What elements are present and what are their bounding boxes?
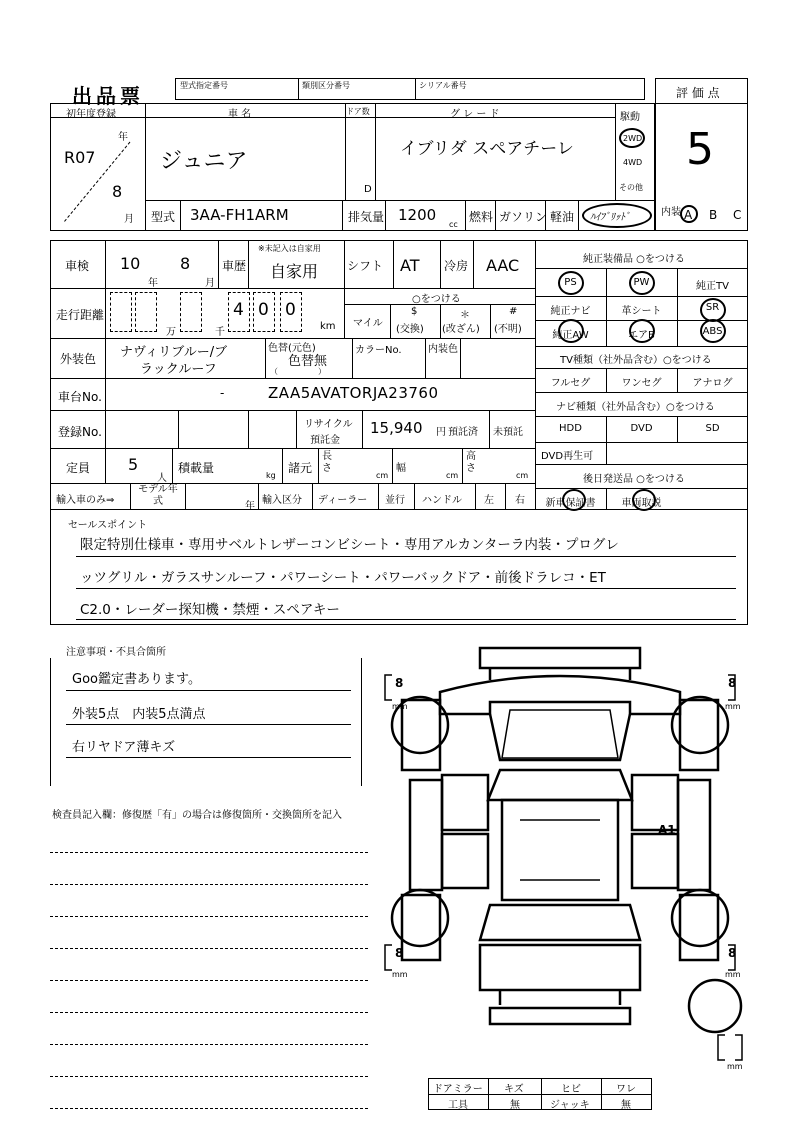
car-name-label: 車 名 — [228, 109, 252, 120]
mile-label: マイル — [353, 318, 383, 329]
capacity-label: 定員 — [66, 461, 91, 475]
first-reg-era: R07 — [64, 148, 96, 167]
score-label: 評 価 点 — [676, 86, 720, 100]
equipment-title: 純正装備品 ○をつける — [583, 254, 685, 265]
displacement-unit: cc — [449, 220, 458, 229]
sales-line-3: C2.0・レーダー探知機・禁煙・スペアキー — [80, 602, 340, 618]
displacement-label: 排気量 — [348, 210, 385, 224]
color-change-label: 色替(元色) — [268, 343, 316, 354]
handle-label: ハンドル — [422, 495, 462, 506]
equipment-item-8: ABS — [702, 326, 723, 337]
first-reg-month-unit: 月 — [124, 214, 134, 225]
fuel-gasoline: ガソリン — [499, 210, 548, 224]
id-number-strip — [175, 78, 645, 100]
shaken-month: 8 — [180, 254, 191, 273]
mileage-digit-box — [110, 292, 132, 332]
sales-line-2: ッツグリル・ガラスサンルーフ・パワーシート・パワーバックドア・前後ドラレコ・ET — [80, 570, 606, 586]
interior-c: C — [733, 208, 742, 222]
color-change-value: 色替無 — [288, 354, 328, 369]
first-reg-label: 初年度登録 — [66, 109, 116, 120]
exchange-label: (交換) — [396, 324, 424, 335]
note-line-1: Goo鑑定書あります。 — [72, 672, 201, 687]
legend-tools-3: 無 — [621, 1100, 631, 1111]
shift-value: AT — [400, 256, 420, 275]
fuel-hybrid: ﾊｲﾌﾞﾘｯﾄﾞ — [590, 212, 630, 223]
first-reg-year-unit: 年 — [118, 132, 128, 143]
history-note: ※未記入は自家用 — [258, 244, 321, 253]
tamper-mark: ＊ — [460, 310, 470, 321]
chassis-number: ZAA5AVATORJA23760 — [268, 384, 439, 402]
interior-b: B — [709, 208, 718, 222]
height-label: 高さ — [466, 451, 476, 474]
tread-front-left: 8 — [395, 676, 404, 690]
tread-front-right: 8 — [728, 676, 737, 690]
doc-item-0: 新車保証書 — [545, 498, 596, 509]
unknown-label: (不明) — [494, 324, 522, 335]
fuel-diesel: 軽油 — [550, 210, 575, 224]
width-unit: cm — [446, 471, 459, 480]
mileage-digit: 0 — [285, 300, 296, 320]
note-line-3: 右リヤドア薄キズ — [72, 740, 176, 755]
legend-tools-jack: ジャッキ — [550, 1100, 590, 1111]
manual-circle — [632, 489, 656, 511]
color-change-paren: （ ） — [270, 367, 326, 376]
aircon-label: 冷房 — [444, 259, 469, 273]
color-no-label: カラーNo. — [355, 345, 402, 356]
mileage-digit-box — [135, 292, 157, 332]
dims-label: 諸元 — [288, 461, 313, 475]
shaken-month-unit: 月 — [205, 278, 215, 289]
model-code: 3AA-FH1ARM — [190, 206, 289, 224]
recycle-label1: リサイクル — [304, 419, 353, 430]
color-label: 外装色 — [60, 352, 97, 366]
interior-a: A — [684, 208, 693, 222]
navi-type-2: SD — [705, 423, 720, 434]
chassis-dash: - — [220, 386, 225, 400]
legend-header-break: ワレ — [616, 1084, 636, 1095]
door-label: ドア数 — [346, 107, 370, 116]
sales-line-1: 限定特別仕様車・専用サベルトレザーコンビシート・専用アルカンターラ内装・プログレ — [80, 537, 619, 553]
width-label: 幅 — [396, 463, 406, 474]
capacity-unit: 人 — [157, 473, 167, 484]
history-value: 自家用 — [270, 262, 319, 281]
abs-circle — [700, 319, 726, 343]
dvd-playback: DVD再生可 — [541, 451, 594, 462]
interior-a-circle — [680, 205, 698, 223]
chassis-label: 車台No. — [58, 390, 102, 404]
tread-rear-right: 8 — [728, 946, 737, 960]
handle-right: 右 — [515, 495, 525, 506]
note-line-2: 外装5点 内装5点満点 — [72, 707, 206, 722]
shift-label: シフト — [347, 259, 384, 273]
form-title: 出品票 — [72, 84, 144, 108]
color-line2: ラックルーフ — [140, 362, 217, 377]
model-year-label: モデル年式 — [138, 484, 178, 507]
inspector-label: 検査員記入欄：修復歴「有」の場合は修復箇所・交換箇所を記入 — [52, 810, 342, 821]
interior-label: 内装 — [661, 207, 681, 218]
recycle-paid: 預託済 — [448, 427, 478, 438]
legend-header-crack: ヒビ — [561, 1084, 581, 1095]
docs-title: 後日発送品 ○をつける — [583, 474, 685, 485]
model-label: 型式 — [151, 210, 176, 224]
tread-spare-unit: mm — [727, 1062, 743, 1071]
drive-2wd-circle — [619, 128, 645, 148]
mark-note: ○をつける — [412, 294, 461, 305]
grade-label: グ レ ー ド — [450, 109, 500, 120]
legend-tools-1: 無 — [510, 1100, 520, 1111]
height-unit: cm — [516, 471, 529, 480]
tamper-label: (改ざん) — [442, 324, 480, 335]
navi-type-1: DVD — [630, 423, 653, 434]
navi-type-0: HDD — [559, 423, 582, 434]
reg-label: 登録No. — [58, 425, 102, 439]
equipment-item-3: 純正ナビ — [550, 306, 591, 317]
recycle-value: 15,940 — [370, 419, 423, 437]
warranty-circle — [562, 489, 586, 511]
recycle-label2: 預託金 — [310, 435, 340, 446]
equipment-item-1: PW — [633, 277, 650, 288]
airbag-circle — [629, 319, 655, 343]
equipment-item-6: 純正AW — [552, 330, 589, 341]
tread-rear-left-unit: mm — [392, 970, 408, 979]
tread-front-left-unit: mm — [392, 702, 408, 711]
recycle-unpaid: 未預託 — [493, 427, 523, 438]
mileage-digit: 0 — [258, 300, 269, 320]
grade: イブリダ スペアチーレ — [400, 139, 574, 159]
sales-label: セールスポイント — [68, 520, 148, 531]
drive-2wd: 2WD — [623, 134, 643, 143]
shaken-year: 10 — [120, 254, 141, 273]
tv-type-2: アナログ — [692, 378, 733, 389]
displacement-value: 1200 — [398, 206, 437, 224]
car-damage-diagram — [380, 640, 760, 1080]
aircon-value: AAC — [486, 256, 520, 275]
import-label: 輸入車のみ⇒ — [56, 495, 115, 506]
equipment-item-2: 純正TV — [696, 281, 729, 292]
mileage-digit-box — [180, 292, 202, 332]
mileage-km-unit: km — [320, 321, 336, 332]
serial-number-label: シリアル番号 — [419, 81, 467, 90]
fuel-hybrid-circle — [582, 203, 652, 228]
door-unit: D — [364, 184, 372, 195]
navi-title: ナビ種類（社外品含む）○をつける — [556, 402, 715, 413]
mileage-sen-unit: 千 — [215, 327, 225, 338]
tread-rear-right-unit: mm — [725, 970, 741, 979]
history-label: 車歴 — [222, 259, 247, 273]
score-value: 5 — [686, 124, 714, 175]
tv-type-1: ワンセグ — [621, 378, 662, 389]
length-unit: cm — [376, 471, 389, 480]
recycle-unit: 円 — [436, 427, 446, 438]
exchange-mark: $ — [411, 306, 418, 317]
tv-title: TV種類（社外品含む）○をつける — [560, 355, 712, 366]
damage-mark-a1: A1 — [658, 823, 676, 837]
length-label: 長さ — [322, 451, 332, 474]
color-line1: ナヴィリブルー/ブ — [120, 345, 228, 360]
car-name: ジュニア — [160, 149, 248, 174]
ps-circle — [558, 271, 584, 295]
load-unit: kg — [266, 471, 276, 480]
mileage-digit: 4 — [233, 300, 244, 320]
first-reg-month: 8 — [112, 182, 123, 201]
mileage-man-unit: 万 — [166, 327, 176, 338]
tv-type-0: フルセグ — [550, 378, 591, 389]
interior-color-label: 内装色 — [428, 344, 458, 355]
model-year-unit: 年 — [245, 501, 255, 512]
equipment-item-7: エアB — [628, 330, 655, 341]
type-number-label: 型式指定番号 — [180, 81, 228, 90]
drive-other: その他 — [619, 183, 643, 192]
import-type-label: 輸入区分 — [262, 495, 302, 506]
import-parallel: 並行 — [385, 495, 405, 506]
capacity-value: 5 — [128, 455, 139, 474]
shaken-year-unit: 年 — [148, 278, 158, 289]
handle-left: 左 — [484, 495, 494, 506]
legend-header-scratch: キズ — [504, 1084, 524, 1095]
pw-circle — [629, 271, 655, 295]
tread-rear-left: 8 — [395, 946, 404, 960]
unknown-mark: # — [509, 306, 518, 317]
first-reg-slash — [60, 140, 140, 226]
equipment-item-0: PS — [564, 277, 577, 288]
mileage-label: 走行距離 — [56, 308, 105, 322]
notes-label: 注意事項・不具合箇所 — [66, 647, 166, 658]
legend-header-mirror: ドアミラー — [433, 1084, 483, 1095]
drive-4wd: 4WD — [623, 158, 643, 167]
drive-label: 駆動 — [620, 112, 640, 123]
class-number-label: 類別区分番号 — [302, 81, 350, 90]
equipment-item-5: SR — [705, 302, 720, 313]
shaken-label: 車検 — [65, 259, 90, 273]
tread-front-right-unit: mm — [725, 702, 741, 711]
load-label: 積載量 — [178, 461, 215, 475]
import-dealer: ディーラー — [318, 495, 368, 506]
aw-circle — [558, 319, 584, 343]
equipment-item-4: 革シート — [621, 306, 662, 317]
fuel-label: 燃料 — [469, 210, 494, 224]
legend-tools-label: 工具 — [448, 1100, 468, 1111]
doc-item-1: 車両取説 — [621, 498, 662, 509]
